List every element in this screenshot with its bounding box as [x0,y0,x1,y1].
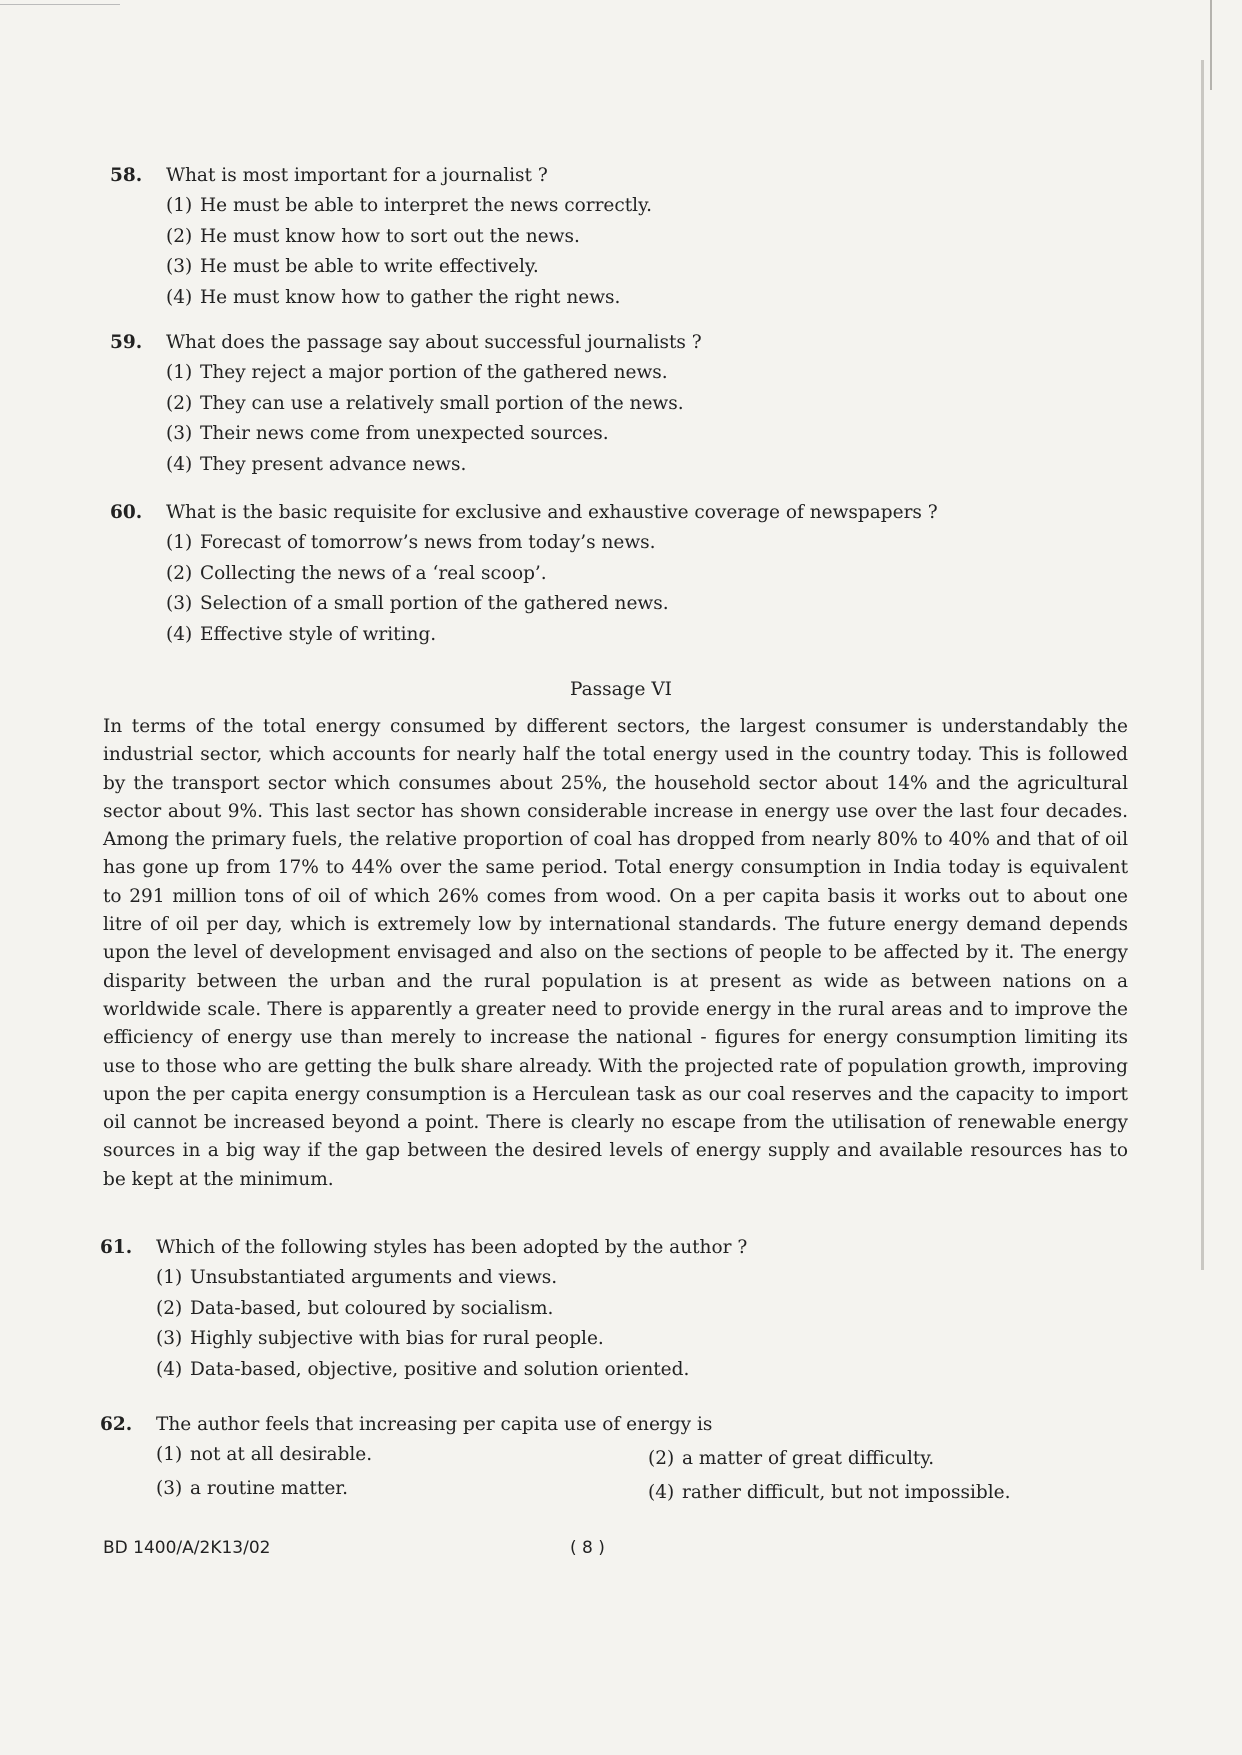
passage-text: In terms of the total energy consumed by different sectors, the largest consumer is understandably the industrial sector, which accounts for nearly half the total energy used in the country today. This is followed by the transport sector which consumes about 25%, the household sector about 14% and the agricultural sector about 9%. This last sector has shown considerable increase in energy use over the last four decades. Among the primary fuels, the relative proportion of coal has dropped from nearly 80% to 40% and that of oil has gone up from 17% to 44% over the same period. Total energy consumption in India today is equivalent to 291 million tons of oil of which 26% comes from wood. On a per capita basis it works out to about one litre of oil per day, which is extremely low by international standards. The future energy demand depends upon the level of development envisaged and also on the sections of people to be affected by it. The energy disparity between the urban and the rural population is at present as wide as between nations on a worldwide scale. There is apparently a greater need to provide energy in the rural areas and to improve the efficiency of energy use than merely to increase the national - figures for energy consumption limiting its use to those who are getting the bulk share already. With the projected rate of population growth, improving upon the per capita energy consumption is a Herculean task as our coal reserves and the capacity to import oil cannot be increased beyond a point. There is clearly no escape from the utilisation of renewable energy sources in a big way if the gap between the desired levels of energy supply and available resources has to be kept at the minimum. [103,716,1128,1190]
options-list [166,532,669,654]
option-text: Data-based, objective, positive and solution oriented. [190,1358,690,1380]
option-2 [166,563,669,594]
option-label: (3) [166,423,193,444]
option-text: Selection of a small portion of the gathered news. [200,593,669,614]
page-number: ( 8 ) [570,1538,605,1558]
option-text: Forecast of tomorrow’s news from today’s news. [200,532,656,553]
paper-code: BD 1400/A/2K13/02 [103,1538,271,1558]
options-list [166,362,684,484]
option-label: (4) [648,1482,675,1503]
option-label: (2) [166,225,193,247]
option-text: Effective style of writing. [200,623,437,645]
question-stem: What does the passage say about successful journalists ? [166,332,702,353]
option-label: (4) [166,453,193,475]
option-text: Unsubstantiated arguments and views. [190,1267,558,1288]
question-number: 60. [110,502,143,523]
option-1 [156,1267,689,1298]
option-2 [166,226,652,257]
question-number: 59. [110,332,143,353]
option-label: (3) [156,1478,183,1499]
option-3 [166,256,652,287]
option-text: Data-based, but coloured by socialism. [190,1297,554,1319]
option-3 [156,1478,348,1508]
option-label: (2) [166,562,193,584]
option-text: He must know how to sort out the news. [200,225,580,247]
option-2 [648,1448,934,1478]
option-3 [166,423,684,454]
question-number: 58. [110,165,143,186]
option-text: a routine matter. [190,1478,348,1499]
option-label: (1) [156,1444,183,1465]
option-label: (3) [166,593,193,614]
scan-edge [1201,60,1204,1270]
option-label: (1) [156,1267,183,1288]
option-3 [156,1328,689,1359]
option-label: (2) [648,1448,675,1469]
option-label: (3) [156,1328,183,1349]
option-label: (4) [166,286,193,308]
option-label: (3) [166,256,193,277]
scan-edge-top [1210,0,1212,90]
option-4 [166,287,652,318]
option-label: (4) [166,623,193,645]
option-label: (2) [156,1297,183,1319]
option-label: (1) [166,195,193,216]
option-1 [166,362,684,393]
option-4 [166,454,684,485]
option-label: (4) [156,1358,183,1380]
option-label: (1) [166,532,193,553]
option-1 [166,195,652,226]
option-label: (1) [166,362,193,383]
question-stem: What is the basic requisite for exclusive and exhaustive coverage of newspapers ? [166,502,938,523]
option-text: He must be able to interpret the news correctly. [200,195,652,216]
option-text: a matter of great difficulty. [682,1448,935,1469]
option-text: He must know how to gather the right news. [200,286,621,308]
option-4 [166,624,669,655]
option-text: They reject a major portion of the gathered news. [200,362,668,383]
option-text: They present advance news. [200,453,467,475]
option-2 [156,1298,689,1329]
option-text: Their news come from unexpected sources. [200,423,609,444]
option-label: (2) [166,392,193,414]
option-text: Collecting the news of a ‘real scoop’. [200,562,547,584]
option-text: They can use a relatively small portion of the news. [200,392,684,414]
question-number: 62. [100,1414,133,1435]
question-stem: Which of the following styles has been adopted by the author ? [156,1237,748,1258]
question-stem: The author feels that increasing per capita use of energy is [156,1414,713,1435]
option-text: not at all desirable. [190,1444,373,1465]
passage-title: Passage VI [569,679,672,700]
option-3 [166,593,669,624]
option-text: He must be able to write effectively. [200,256,539,277]
option-4 [648,1482,1010,1512]
options-list [156,1267,689,1389]
option-text: Highly subjective with bias for rural people. [190,1328,604,1349]
option-4 [156,1359,689,1390]
question-stem: What is most important for a journalist ? [166,165,548,186]
scan-top-line [0,4,120,5]
option-1 [156,1444,372,1474]
option-2 [166,393,684,424]
options-list [166,195,652,317]
option-1 [166,532,669,563]
question-number: 61. [100,1237,133,1258]
option-text: rather difficult, but not impossible. [682,1482,1011,1503]
